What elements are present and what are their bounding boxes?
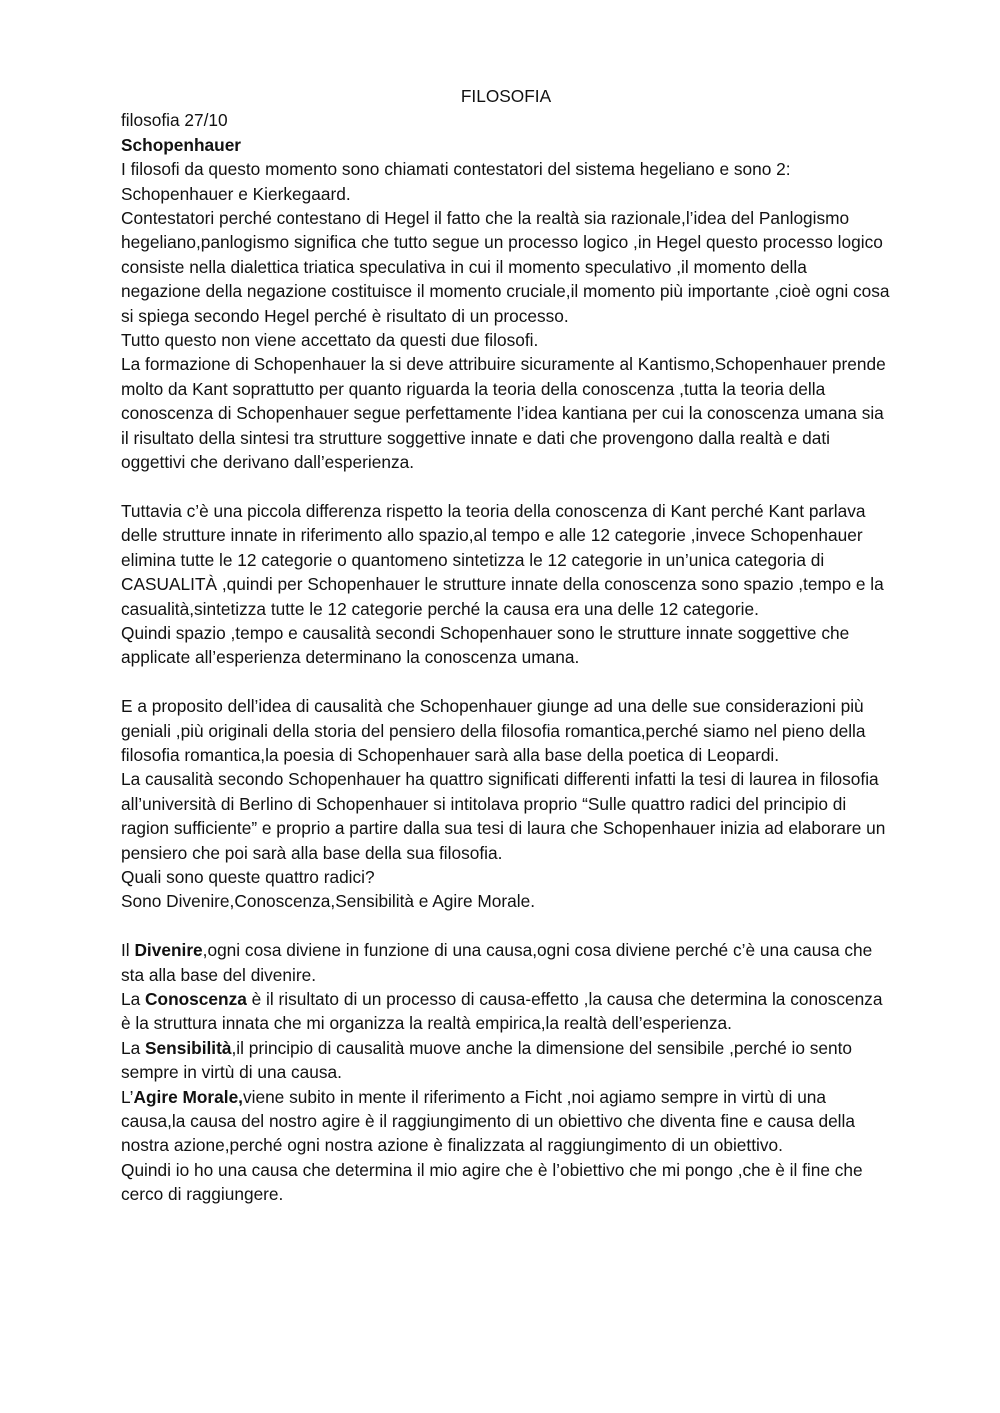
paragraph-non-accettato: Tutto questo non viene accettato da questi due filosofi.: [121, 330, 539, 351]
document-page: [121, 84, 891, 1207]
divenire-text: ,ogni cosa diviene in funzione di una causa,ogni cosa diviene perché c’è una causa che sta alla base del divenire.: [121, 940, 873, 985]
paragraph-conoscenza: [121, 987, 891, 1036]
conoscenza-term: Conoscenza: [145, 988, 247, 1009]
agire-morale-text: viene subito in mente il riferimento a Ficht ,noi agiamo sempre in virtù di una causa,la causa del nostro agire è il raggiungimento di un obiettivo che diventa fine e causa della nostra azione,perché ogni nostra azione è finalizzata al raggiungimento di un obiettivo.: [121, 1086, 855, 1156]
agire-morale-prefix: L’: [121, 1086, 134, 1107]
paragraph-strutture-innate: Quindi spazio ,tempo e causalità secondi Schopenhauer sono le strutture innate soggettive che applicate all’esperienza determinano la conoscenza umana.: [121, 622, 850, 668]
section-heading: Schopenhauer: [121, 134, 242, 155]
paragraph-gap: [121, 670, 891, 694]
paragraph-sensibilita: [121, 1036, 891, 1085]
agire-morale-term: Agire Morale,: [133, 1086, 243, 1107]
paragraph-gap: [121, 475, 891, 499]
divenire-prefix: Il: [121, 940, 135, 961]
paragraph-kantismo: La formazione di Schopenhauer la si deve attribuire sicuramente al Kantismo,Schopenhauer prende molto da Kant soprattutto per quanto riguarda la teoria della conoscenza ,tutta la teoria della conoscenza di Schopenhauer segue perfettamente l’idea kantiana per cui la conoscenza umana sia il risultato della sintesi tra strutture soggettive innate e dati che provengono dalla realtà e dati oggettivi che derivano dall’esperienza.: [121, 354, 886, 473]
paragraph-causalita: E a proposito dell’idea di causalità che Schopenhauer giunge ad una delle sue considerazioni più geniali ,più originali della storia del pensiero della filosofia romantica,perché siamo nel pieno della filosofia romantica,la poesia di Schopenhauer sarà alla base della poetica di Leopardi.: [121, 696, 866, 765]
divenire-term: Divenire: [134, 940, 203, 961]
paragraph-gap: [121, 914, 891, 938]
paragraph-contestatori: I filosofi da questo momento sono chiamati contestatori del sistema hegeliano e sono 2: Schopenhauer e Kierkegaard.: [121, 159, 791, 204]
paragraph-domanda-radici: Quali sono queste quattro radici?: [121, 866, 375, 887]
paragraph-agire-morale: [121, 1085, 891, 1158]
sensibilita-prefix: La: [121, 1037, 146, 1058]
paragraph-elenco-radici: Sono Divenire,Conoscenza,Sensibilità e Agire Morale.: [121, 891, 536, 912]
paragraph-differenza-kant: Tuttavia c’è una piccola differenza rispetto la teoria della conoscenza di Kant perché Kant parlava delle strutture innate in riferimento allo spazio,al tempo e alle 12 categorie ,invece Schopenhauer elimina tutte le 12 categorie o quantomeno sintetizza le 12 categorie in un’unica categoria di CASUALITÀ ,quindi per Schopenhauer le strutture innate della conoscenza sono spazio ,tempo e la casualità,sintetizza tutte le 12 categorie perché la causa era una delle 12 categorie.: [121, 500, 884, 619]
document-title: FILOSOFIA: [460, 86, 552, 106]
paragraph-quattro-significati: La causalità secondo Schopenhauer ha quattro significati differenti infatti la tesi di laurea in filosofia all’università di Berlino di Schopenhauer si intitolava proprio “Sulle quattro radici del principio di ragion sufficiente” e proprio a partire dalla sua tesi di laura che Schopenhauer inizia ad elaborare un pensiero che poi sarà alla base della sua filosofia.: [121, 769, 886, 863]
sensibilita-term: Sensibilità: [145, 1037, 232, 1058]
paragraph-conclusione: Quindi io ho una causa che determina il mio agire che è l’obiettivo che mi pongo ,che è il fine che cerco di raggiungere.: [121, 1159, 863, 1205]
sensibilita-text: ,il principio di causalità muove anche la dimensione del sensibile ,perché io sento sempre in virtù di una causa.: [121, 1037, 853, 1083]
date-line: filosofia 27/10: [121, 110, 228, 131]
paragraph-divenire: [121, 938, 891, 987]
conoscenza-prefix: La: [121, 988, 146, 1009]
conoscenza-text: è il risultato di un processo di causa-effetto ,la causa che determina la conoscenza è la struttura innata che mi organizza la realtà empirica,la realtà dell’esperienza.: [121, 988, 883, 1034]
paragraph-panlogismo: Contestatori perché contestano di Hegel il fatto che la realtà sia razionale,l’idea del Panlogismo hegeliano,panlogismo significa che tutto segue un processo logico ,in Hegel questo processo logico consiste nella dialettica triatica speculativa in cui il momento speculativo ,il momento della negazione della negazione costituisce il momento cruciale,il momento più importante ,cioè ogni cosa si spiega secondo Hegel perché è risultato di un processo.: [121, 208, 890, 326]
